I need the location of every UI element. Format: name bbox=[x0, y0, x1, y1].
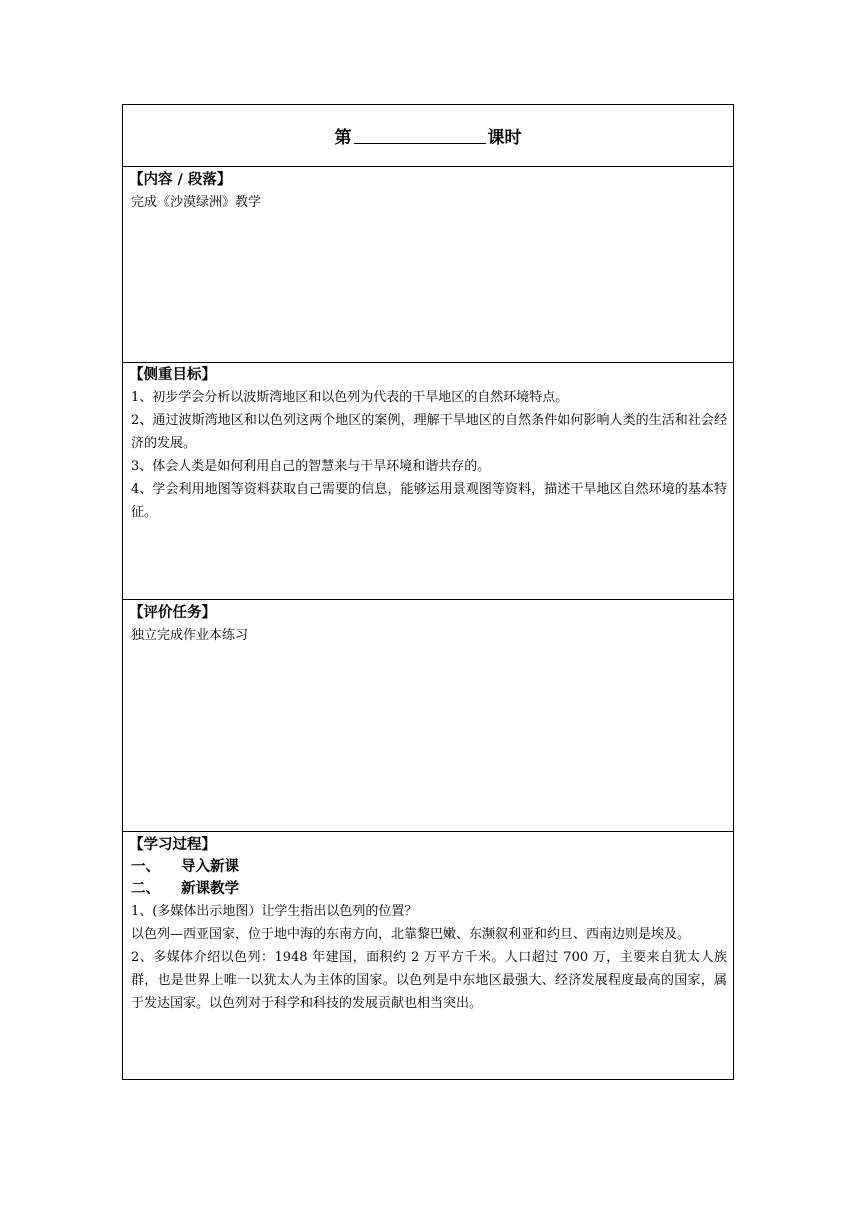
row-divider bbox=[123, 599, 733, 600]
lesson-number-blank bbox=[354, 127, 486, 144]
assessment-heading: 【评价任务】 bbox=[129, 605, 216, 621]
section-title: 新课教学 bbox=[181, 881, 239, 897]
title-prefix: 第 bbox=[334, 128, 352, 148]
objective-item: 3、体会人类是如何利用自己的智慧来与干旱环境和谐共存的。 bbox=[131, 459, 491, 474]
lesson-number-title bbox=[123, 105, 733, 166]
section-heading bbox=[123, 856, 733, 878]
content-section bbox=[123, 169, 733, 361]
objectives-heading: 【侧重目标】 bbox=[129, 367, 216, 383]
row-divider bbox=[123, 831, 733, 832]
process-paragraph: 以色列—西亚国家，位于地中海的东南方向，北靠黎巴嫩、东濒叙利亚和约旦、西南边则是埃及。 bbox=[131, 927, 691, 942]
objective-item: 2、通过波斯湾地区和以色列这两个地区的案例，理解干旱地区的自然条件如何影响人类的生活和社会经济的发展。 bbox=[131, 413, 727, 451]
title-suffix: 课时 bbox=[487, 128, 522, 148]
section-heading bbox=[123, 878, 733, 900]
row-divider bbox=[123, 166, 733, 167]
content-text: 完成《沙漠绿洲》教学 bbox=[131, 195, 262, 210]
row-divider bbox=[123, 362, 733, 363]
section-number: 一、 bbox=[131, 859, 160, 875]
process-heading: 【学习过程】 bbox=[129, 837, 216, 853]
objective-item: 1、初步学会分析以波斯湾地区和以色列为代表的干旱地区的自然环境特点。 bbox=[131, 390, 569, 405]
process-section bbox=[123, 834, 733, 1078]
section-title: 导入新课 bbox=[181, 859, 239, 875]
lesson-plan-table bbox=[122, 104, 734, 1080]
process-paragraph: 2、多媒体介绍以色列：1948 年建国，面积约 2 万平方千米。人口超过 700 万，主要来自犹太人族群，也是世界上唯一以犹太人为主体的国家。以色列是中东地区最强大、经济发展程度最高的国家，属于发达国家。以色列对于科学和科技的发展贡献也相当突出。 bbox=[131, 950, 727, 1011]
process-paragraph: 1、(多媒体出示地图）让学生指出以色列的位置？ bbox=[131, 904, 418, 919]
assessment-text: 独立完成作业本练习 bbox=[131, 628, 249, 643]
objectives-section bbox=[123, 364, 733, 598]
objective-item: 4、学会利用地图等资料获取自己需要的信息，能够运用景观图等资料，描述干旱地区自然环境的基本特征。 bbox=[131, 482, 727, 520]
content-heading: 【内容 / 段落】 bbox=[129, 172, 232, 188]
section-number: 二、 bbox=[131, 881, 160, 897]
assessment-section bbox=[123, 602, 733, 830]
